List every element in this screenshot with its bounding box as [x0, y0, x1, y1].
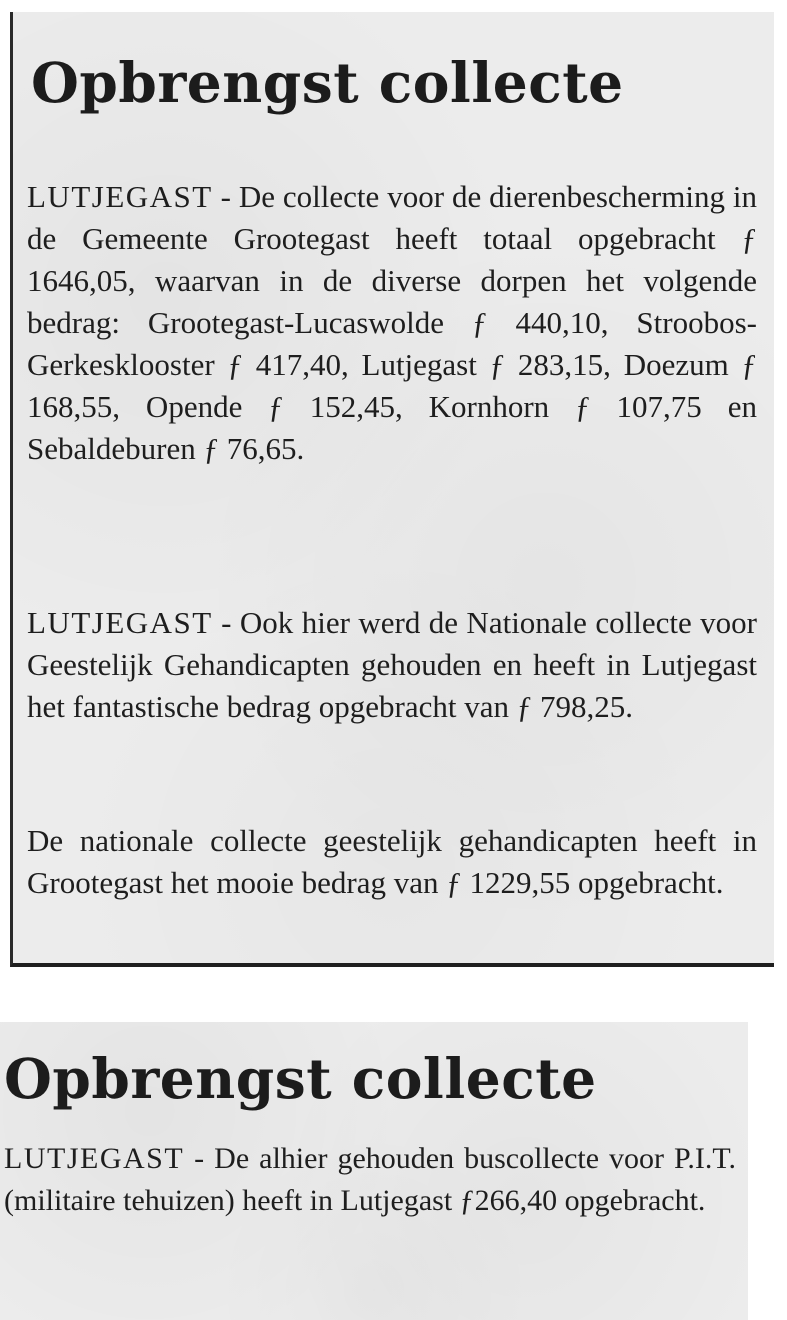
paragraph-text: - Ook hier werd de Nationale collecte voor Geestelijk Gehandicapten gehouden en heeft in Lutjegast het fantastische bedrag opgebracht van ƒ 798,25.	[27, 605, 757, 724]
dateline-place: LUTJEGAST	[27, 605, 213, 640]
newspaper-clipping-2	[0, 1022, 748, 1320]
paragraph-text: De nationale collecte geestelijk gehandicapten heeft in Grootegast het mooie bedrag van ƒ 1229,55 opgebracht.	[27, 823, 757, 900]
clipping-headline: Opbrengst collecte	[31, 50, 624, 115]
paragraph-text: - De alhier gehouden buscollecte voor P.I.T. (militaire tehuizen) heeft in Lutjegast ƒ266,40 opgebracht.	[4, 1142, 736, 1217]
paragraph-text: - De collecte voor de dierenbescherming in de Gemeente Grootegast heeft totaal opgebracht ƒ 1646,05, waarvan in de diverse dorpen het volgende bedrag: Grootegast-Lucaswolde ƒ 440,10, Stroobos-Gerkesklooster ƒ 417,40, Lutjegast ƒ 283,15, Doezum ƒ 168,55, Opende ƒ 152,45, Kornhorn ƒ 107,75 en Sebaldeburen ƒ 76,65.	[27, 179, 757, 466]
article-paragraph	[27, 176, 757, 470]
article-paragraph	[4, 1138, 736, 1222]
dateline-place: LUTJEGAST	[27, 179, 213, 214]
article-paragraph	[27, 820, 757, 904]
dateline-place: LUTJEGAST	[4, 1142, 185, 1175]
clipping-headline: Opbrengst collecte	[4, 1046, 597, 1111]
newspaper-clipping-1	[10, 12, 774, 967]
article-paragraph	[27, 602, 757, 728]
